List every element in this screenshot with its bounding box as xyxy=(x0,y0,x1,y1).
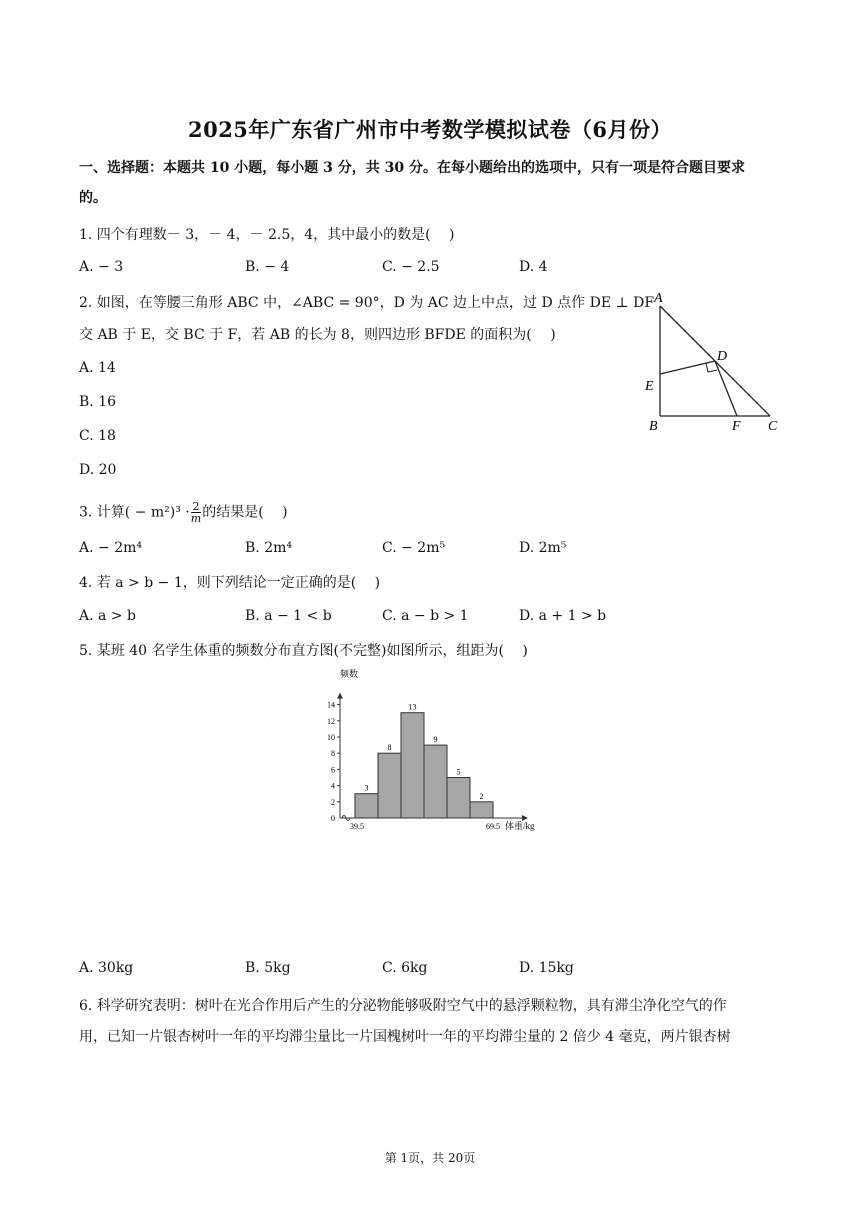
q5-option-c: C. 6kg xyxy=(382,960,428,976)
q1-option-b: B. − 4 xyxy=(245,259,290,275)
q5-option-b: B. 5kg xyxy=(245,960,291,976)
y-tick-label: 12 xyxy=(327,716,335,726)
q5-option-a: A. 30kg xyxy=(79,960,134,976)
q3-fraction xyxy=(191,501,201,524)
q3-option-d: D. 2m⁵ xyxy=(519,540,567,556)
y-tick-label: 8 xyxy=(331,749,335,759)
q3-stem-suffix: 的结果是( ) xyxy=(202,504,288,521)
histogram-bar xyxy=(424,745,447,818)
histogram-bar xyxy=(378,753,401,818)
y-tick-label: 10 xyxy=(327,733,335,742)
q3-fraction-denominator: m xyxy=(190,512,202,525)
bar-data-label: 3 xyxy=(364,783,369,793)
histogram-chart xyxy=(310,666,550,838)
q4-option-d: D. a + 1 > b xyxy=(519,608,607,624)
q4-option-b: B. a − 1 < b xyxy=(245,608,332,624)
question-2-stem-line2: 交 AB 于 E，交 BC 于 F，若 AB 的长为 8，则四边形 BFDE 的面积为( ) xyxy=(79,327,556,343)
q2-option-d: D. 20 xyxy=(79,462,117,478)
q3-stem-prefix: 3. 计算( − m²)³ · xyxy=(79,504,190,521)
question-4-stem: 4. 若 a > b − 1，则下列结论一定正确的是( ) xyxy=(79,575,381,591)
question-1-stem: 1. 四个有理数－ 3，－ 4，－ 2.5，4，其中最小的数是( ) xyxy=(79,227,455,243)
q3-option-a: A. − 2m⁴ xyxy=(79,540,142,556)
q2-option-c: C. 18 xyxy=(79,428,116,444)
q1-option-a: A. − 3 xyxy=(79,259,124,275)
label-b: B xyxy=(649,419,658,434)
question-2-stem-line1: 2. 如图，在等腰三角形 ABC 中，∠ABC = 90°，D 为 AC 边上中点，过 D 点作 DE ⊥ DF xyxy=(79,295,655,311)
bar-data-label: 8 xyxy=(387,743,392,753)
q2-option-b: B. 16 xyxy=(79,394,117,410)
triangle-figure xyxy=(640,286,790,436)
question-5-stem: 5. 某班 40 名学生体重的频数分布直方图(不完整)如图所示，组距为( ) xyxy=(79,643,528,659)
question-3-stem xyxy=(79,501,288,524)
histogram-bar xyxy=(447,778,470,819)
segment-df xyxy=(715,361,737,416)
question-6-stem-line1: 6. 科学研究表明：树叶在光合作用后产生的分泌物能够吸附空气中的悬浮颗粒物，具有滞尘净化空气的作 xyxy=(79,998,727,1014)
q5-option-d: D. 15kg xyxy=(519,960,574,976)
page-title: 2025年广东省广州市中考数学模拟试卷（6月份） xyxy=(187,117,673,142)
q4-option-a: A. a > b xyxy=(79,608,136,624)
right-angle-mark xyxy=(706,363,717,372)
histogram-y-axis-label: 频数 xyxy=(340,669,359,679)
bar-data-label: 5 xyxy=(456,767,461,777)
histogram-bar xyxy=(355,794,378,818)
page-footer: 第 1页，共 20页 xyxy=(384,1151,476,1165)
q1-option-d: D. 4 xyxy=(519,259,548,275)
histogram-bar xyxy=(470,802,493,818)
label-c: C xyxy=(768,419,778,434)
q3-option-c: C. − 2m⁵ xyxy=(382,540,446,556)
y-tick-label: 14 xyxy=(327,700,335,710)
y-tick-label: 4 xyxy=(331,781,335,791)
section-heading-line2: 的。 xyxy=(79,190,107,206)
q4-option-c: C. a − b > 1 xyxy=(382,608,469,624)
q3-option-b: B. 2m⁴ xyxy=(245,540,292,556)
q3-fraction-numerator: 2 xyxy=(192,500,200,513)
bar-data-label: 9 xyxy=(433,735,438,745)
label-f: F xyxy=(732,419,741,434)
y-tick-label: 0 xyxy=(331,814,335,823)
section-heading-line1: 一、选择题：本题共 10 小题，每小题 3 分，共 30 分。在每小题给出的选项中，只有一项是符合题目要求 xyxy=(79,160,745,176)
histogram-x-axis-label: 体重/kg xyxy=(505,821,535,831)
q1-option-c: C. − 2.5 xyxy=(382,259,440,275)
question-6-stem-line2: 用，已知一片银杏树叶一年的平均滞尘量比一片国槐树叶一年的平均滞尘量的 2 倍少 4 毫克，两片银杏树 xyxy=(79,1029,731,1045)
x-tick-label: 39.5 xyxy=(350,822,364,831)
x-tick-label: 69.5 xyxy=(486,822,500,831)
bar-data-label: 13 xyxy=(408,702,417,712)
q2-option-a: A. 14 xyxy=(79,360,116,376)
label-a: A xyxy=(654,291,663,306)
y-axis-arrow xyxy=(337,693,343,699)
y-tick-label: 2 xyxy=(331,797,335,807)
label-e: E xyxy=(645,379,654,394)
histogram-bar xyxy=(401,713,424,818)
bar-data-label: 2 xyxy=(479,791,484,801)
y-tick-label: 6 xyxy=(331,765,335,775)
label-d: D xyxy=(717,349,728,364)
